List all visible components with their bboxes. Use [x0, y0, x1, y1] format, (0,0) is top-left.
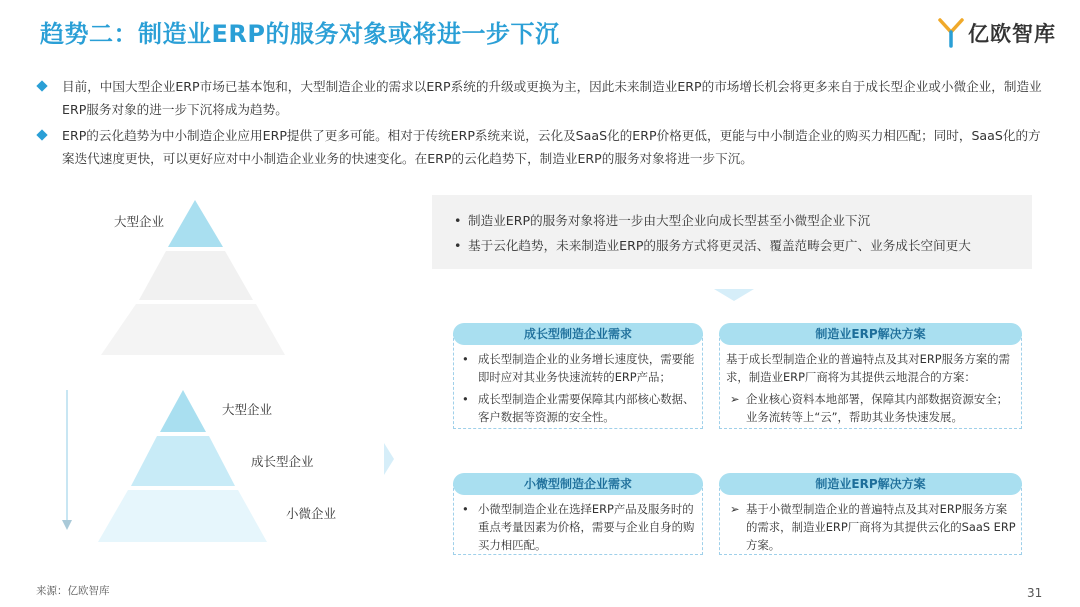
pyramid-diagram	[0, 180, 420, 580]
page-title: 趋势二：制造业ERP的服务对象或将进一步下沉	[40, 20, 560, 48]
arrow-bullet-icon: ➢	[730, 392, 740, 406]
growth-solution-intro: 基于成长型制造企业的普遍特点及其对ERP服务方案的需求，制造业ERP厂商将为其提供云地混合的方案：	[726, 352, 1010, 384]
logo-icon	[938, 18, 964, 48]
bullet-dot-icon: •	[454, 213, 462, 228]
page-number: 31	[1027, 586, 1043, 600]
pyramid-top-label: 大型企业	[114, 214, 165, 229]
pyramid-bottom-tier-growth	[131, 436, 235, 486]
down-arrow-icon	[62, 520, 72, 530]
growth-need-list	[458, 350, 698, 430]
pyramid-top-tier-large	[168, 200, 223, 247]
list-item: • 成长型制造企业需要保障其内部核心数据、客户数据等资源的安全性。	[462, 392, 695, 424]
summary-item	[454, 210, 870, 229]
intro-bullet-text: ERP的云化趋势为中小制造企业应用ERP提供了更多可能。相对于传统ERP系统来说，云化及SaaS化的ERP价格更低，更能与中小制造企业的购买力相匹配；同时，SaaS化的方案迭代速度更快，可以更好应对中小制造企业业务的快速变化。在ERP的云化趋势下，制造业ERP的服务对象将进一步下沉。	[62, 128, 1041, 166]
source-note: 来源：亿欧智库	[36, 585, 110, 597]
logo-text: 亿欧智库	[968, 22, 1056, 46]
pyramid-bottom-tier-large	[160, 390, 206, 432]
growth-solution-title: 制造业ERP解决方案	[719, 323, 1022, 345]
micro-need-title: 小微型制造企业需求	[453, 473, 703, 495]
pyramid-label-micro: 小微企业	[286, 506, 337, 521]
growth-need-title: 成长型制造企业需求	[453, 323, 703, 345]
micro-solution-list	[726, 500, 1016, 558]
intro-bullet-text: 目前，中国大型企业ERP市场已基本饱和，大型制造企业的需求以ERP系统的升级或更换为主，因此未来制造业ERP的市场增长机会将更多来自于成长型企业或小微企业，制造业ERP服务对象的进一步下沉将成为趋势。	[62, 79, 1042, 117]
diamond-bullet-icon	[36, 80, 47, 91]
logo	[938, 16, 1056, 50]
pyramid-bottom-tier-micro	[98, 490, 267, 542]
diamond-bullet-icon	[36, 129, 47, 140]
chevron-down-icon	[712, 288, 756, 302]
summary-item	[454, 235, 971, 254]
bullet-dot-icon: •	[454, 238, 462, 253]
pyramid-top-tier-small	[101, 304, 285, 355]
pyramid-label-large: 大型企业	[222, 402, 273, 417]
chevron-right-icon	[384, 443, 394, 475]
intro-bullet	[38, 125, 1048, 170]
pyramid-label-growth: 成长型企业	[251, 454, 314, 469]
growth-solution-content	[726, 350, 1016, 430]
list-item: • 小微型制造企业在选择ERP产品及服务时的重点考量因素为价格，需要与企业自身的购买力相匹配。	[462, 502, 695, 552]
micro-solution-title: 制造业ERP解决方案	[719, 473, 1022, 495]
list-item: ➢ 企业核心资料本地部署，保障其内部数据资源安全；业务流转等上“云”，帮助其业务快速发展。	[730, 392, 1008, 424]
pyramid-top-tier-mid	[139, 251, 253, 300]
list-item: • 成长型制造企业的业务增长速度快，需要能即时应对其业务快速流转的ERP产品；	[462, 352, 695, 384]
summary-item-text: 基于云化趋势，未来制造业ERP的服务方式将更灵活、覆盖范畴会更广、业务成长空间更大	[468, 238, 971, 253]
summary-box	[432, 195, 1032, 269]
arrow-bullet-icon: ➢	[730, 502, 740, 516]
intro-bullet	[38, 76, 1048, 121]
summary-item-text: 制造业ERP的服务对象将进一步由大型企业向成长型甚至小微型企业下沉	[468, 213, 871, 228]
list-item: ➢ 基于小微型制造企业的普遍特点及其对ERP服务方案的需求，制造业ERP厂商将为其提供云化的SaaS ERP方案。	[730, 502, 1016, 552]
micro-need-list	[458, 500, 698, 558]
